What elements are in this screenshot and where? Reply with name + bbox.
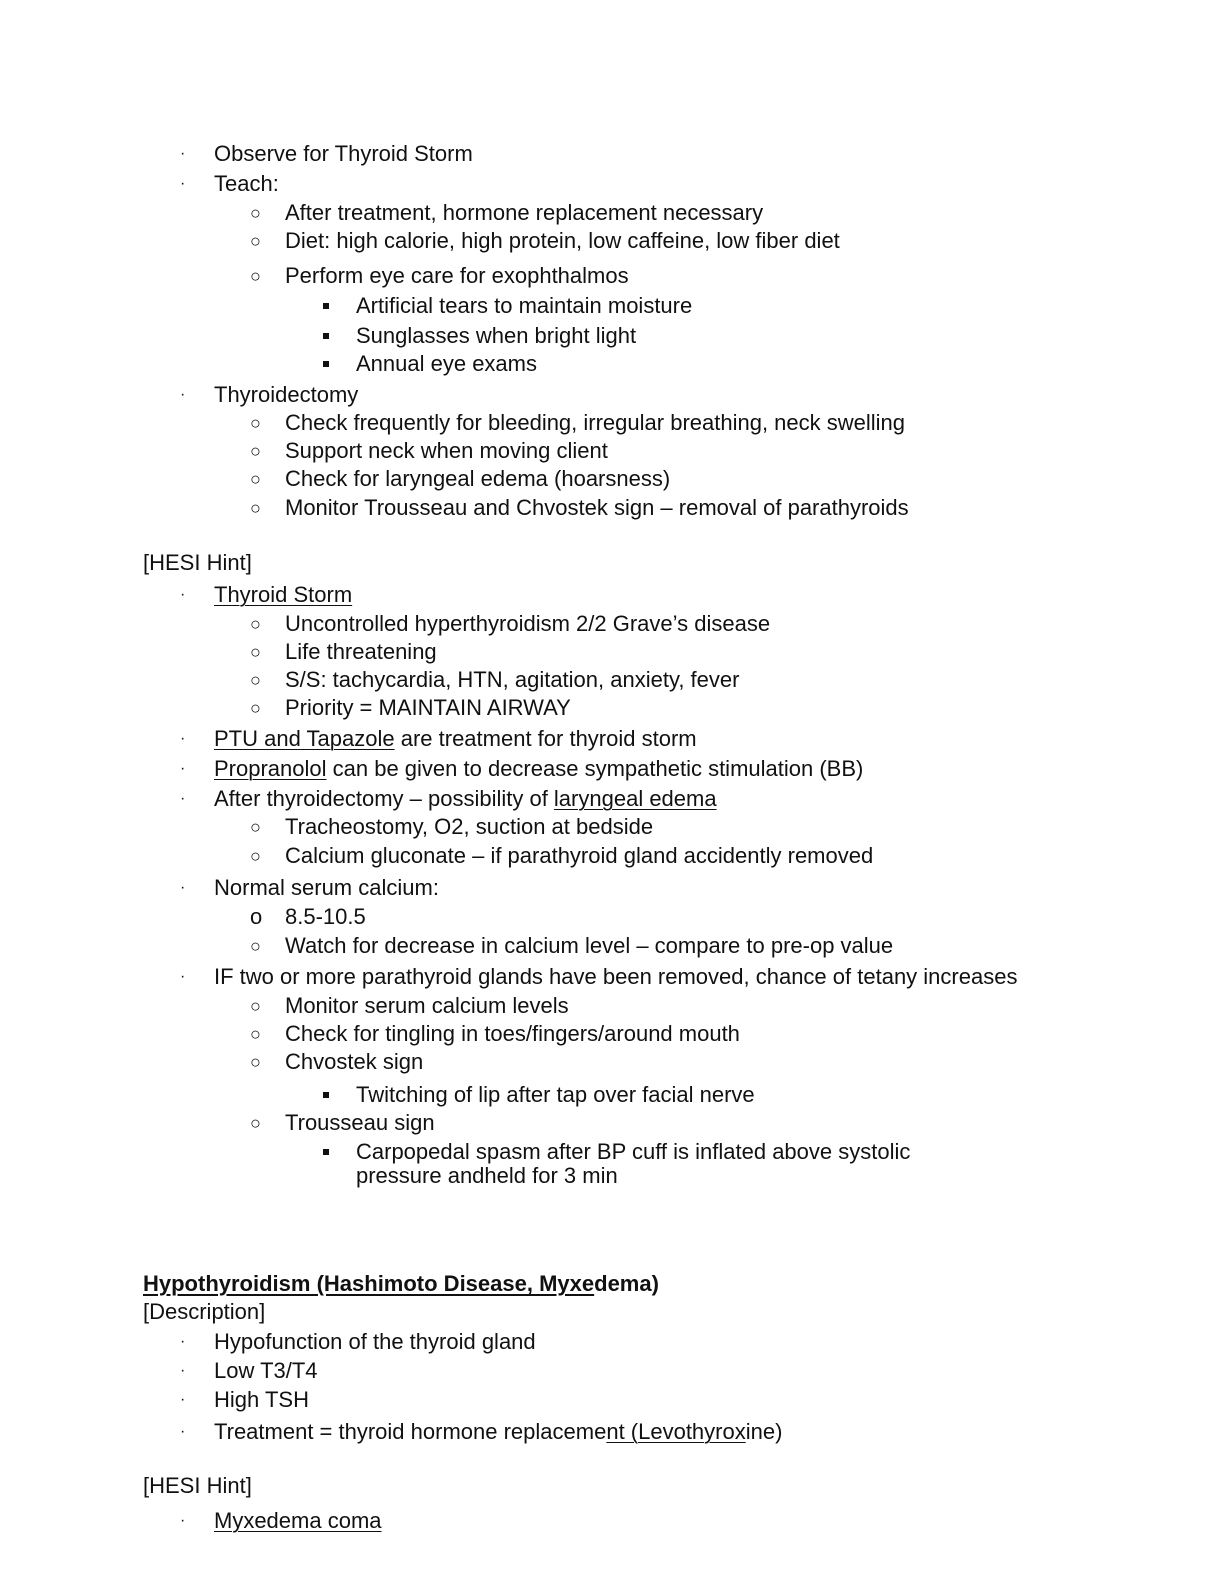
list-item bbox=[250, 1049, 424, 1075]
list-item bbox=[356, 293, 692, 319]
list-item bbox=[356, 323, 636, 349]
bullet-square bbox=[323, 333, 329, 339]
bullet-circle: ○ bbox=[250, 936, 261, 956]
item-text: Uncontrolled hyperthyroidism 2/2 Grave’s disease bbox=[285, 611, 771, 636]
item-text: IF two or more parathyroid glands have been removed, chance of tetany increases bbox=[214, 964, 1018, 989]
list-item bbox=[180, 1329, 536, 1355]
item-text: Twitching of lip after tap over facial nerve bbox=[356, 1082, 755, 1107]
list-item bbox=[180, 382, 359, 408]
item-text: S/S: tachycardia, HTN, agitation, anxiety, fever bbox=[285, 667, 740, 692]
item-text: Chvostek sign bbox=[285, 1049, 424, 1074]
list-item bbox=[356, 1139, 910, 1165]
list-item bbox=[180, 171, 279, 197]
section-label: [HESI Hint] bbox=[143, 1473, 252, 1498]
list-item bbox=[250, 843, 874, 869]
bullet-dot: · bbox=[180, 879, 186, 896]
list-item-continuation bbox=[356, 1163, 618, 1189]
bullet-square bbox=[323, 361, 329, 367]
item-text: Diet: high calorie, high protein, low caffeine, low fiber diet bbox=[285, 228, 840, 253]
list-item bbox=[180, 964, 1018, 990]
list-item bbox=[180, 1358, 318, 1384]
item-text: After treatment, hormone replacement necessary bbox=[285, 200, 764, 225]
item-text: After thyroidectomy – possibility of bbox=[214, 786, 554, 811]
item-text: pressure andheld for 3 min bbox=[356, 1163, 618, 1188]
item-text: Annual eye exams bbox=[356, 351, 537, 376]
bullet-circle: ○ bbox=[250, 266, 261, 286]
item-text: Priority = MAINTAIN AIRWAY bbox=[285, 695, 571, 720]
item-text: Hypofunction of the thyroid gland bbox=[214, 1329, 536, 1354]
bullet-square bbox=[323, 303, 329, 309]
section-heading bbox=[143, 1271, 659, 1297]
list-item bbox=[356, 351, 537, 377]
bullet-circle: ○ bbox=[250, 1024, 261, 1044]
bullet-dot: · bbox=[180, 790, 186, 807]
item-text: Low T3/T4 bbox=[214, 1358, 318, 1383]
list-item bbox=[250, 200, 764, 226]
bullet-dot: · bbox=[180, 145, 186, 162]
bullet-circle: ○ bbox=[250, 642, 261, 662]
bullet-circle: ○ bbox=[250, 498, 261, 518]
list-item bbox=[250, 1021, 740, 1047]
item-text: Check for laryngeal edema (hoarsness) bbox=[285, 466, 671, 491]
item-text: Sunglasses when bright light bbox=[356, 323, 637, 348]
list-item bbox=[180, 1387, 309, 1413]
bullet-circle: ○ bbox=[250, 413, 261, 433]
list-item bbox=[250, 667, 740, 693]
bullet-circle: ○ bbox=[250, 203, 261, 223]
heading-rest: dema) bbox=[594, 1271, 659, 1296]
item-text: are treatment for thyroid storm bbox=[394, 726, 697, 751]
list-item bbox=[180, 582, 353, 608]
item-text: 8.5-10.5 bbox=[285, 904, 366, 929]
bullet-square bbox=[323, 1092, 329, 1098]
item-text: can be given to decrease sympathetic stimulation (BB) bbox=[326, 756, 864, 781]
list-item bbox=[250, 695, 571, 721]
bullet-circle: ○ bbox=[250, 614, 261, 634]
list-item bbox=[180, 1419, 783, 1445]
item-text: Check frequently for bleeding, irregular breathing, neck swelling bbox=[285, 410, 906, 435]
bullet-dot: · bbox=[180, 1362, 186, 1379]
list-item bbox=[250, 410, 906, 436]
bullet-dot: · bbox=[180, 175, 186, 192]
item-text-underlined: laryngeal edema bbox=[553, 786, 717, 811]
bullet-o: o bbox=[250, 904, 263, 929]
item-text: Thyroidectomy bbox=[214, 382, 359, 407]
bullet-circle: ○ bbox=[250, 670, 261, 690]
bullet-dot: · bbox=[180, 760, 186, 777]
list-item bbox=[250, 466, 671, 492]
bullet-dot: · bbox=[180, 1333, 186, 1350]
item-text: Treatment = thyroid hormone replaceme bbox=[214, 1419, 607, 1444]
item-text-underlined: nt (Levothyrox bbox=[606, 1419, 746, 1444]
bullet-dot: · bbox=[180, 586, 186, 603]
bullet-circle: ○ bbox=[250, 441, 261, 461]
list-item bbox=[250, 1110, 435, 1136]
item-text: Trousseau sign bbox=[285, 1110, 435, 1135]
bullet-dot: · bbox=[180, 1512, 186, 1529]
item-text: Monitor serum calcium levels bbox=[285, 993, 569, 1018]
item-text: Artificial tears to maintain moisture bbox=[356, 293, 693, 318]
item-text: Calcium gluconate – if parathyroid gland accidently removed bbox=[285, 843, 874, 868]
bullet-circle: ○ bbox=[250, 1113, 261, 1133]
bullet-circle: ○ bbox=[250, 698, 261, 718]
list-item bbox=[250, 228, 840, 254]
list-item bbox=[180, 141, 473, 167]
bullet-dot: · bbox=[180, 1423, 186, 1440]
list-item bbox=[250, 904, 366, 930]
list-item bbox=[180, 726, 697, 752]
list-item bbox=[250, 495, 909, 521]
list-item bbox=[250, 993, 569, 1019]
item-text: Observe for Thyroid Storm bbox=[214, 141, 473, 166]
list-item bbox=[180, 756, 864, 782]
item-text-underlined: Thyroid Storm bbox=[214, 582, 353, 607]
section-label: [HESI Hint] bbox=[143, 550, 252, 575]
item-text: Carpopedal spasm after BP cuff is inflated above systolic bbox=[356, 1139, 911, 1164]
bullet-circle: ○ bbox=[250, 1052, 261, 1072]
list-item bbox=[180, 1508, 382, 1534]
item-text-underlined: Myxedema coma bbox=[214, 1508, 382, 1533]
bullet-dot: · bbox=[180, 730, 186, 747]
list-item bbox=[250, 814, 654, 840]
item-text: Watch for decrease in calcium level – compare to pre-op value bbox=[285, 933, 894, 958]
item-text: Tracheostomy, O2, suction at bedside bbox=[285, 814, 654, 839]
bullet-circle: ○ bbox=[250, 469, 261, 489]
item-text: Support neck when moving client bbox=[285, 438, 608, 463]
bullet-circle: ○ bbox=[250, 846, 261, 866]
bullet-dot: · bbox=[180, 968, 186, 985]
item-text: Normal serum calcium: bbox=[214, 875, 439, 900]
list-item bbox=[180, 875, 439, 901]
item-text: Monitor Trousseau and Chvostek sign – removal of parathyroids bbox=[285, 495, 909, 520]
bullet-circle: ○ bbox=[250, 231, 261, 251]
list-item bbox=[356, 1082, 755, 1108]
bullet-square bbox=[323, 1149, 329, 1155]
item-text: Life threatening bbox=[285, 639, 437, 664]
list-item bbox=[180, 786, 717, 812]
item-text: ine) bbox=[745, 1419, 783, 1444]
bullet-circle: ○ bbox=[250, 817, 261, 837]
list-item bbox=[250, 639, 437, 665]
heading-underlined: Hypothyroidism (Hashimoto Disease, Myxe bbox=[143, 1271, 595, 1296]
section-label: [Description] bbox=[143, 1299, 266, 1324]
item-text: Check for tingling in toes/fingers/around mouth bbox=[285, 1021, 740, 1046]
list-item bbox=[250, 263, 629, 289]
item-text: Perform eye care for exophthalmos bbox=[285, 263, 629, 288]
list-item bbox=[250, 933, 894, 959]
item-text-underlined: PTU and Tapazole bbox=[214, 726, 395, 751]
item-text-underlined: Propranolol bbox=[214, 756, 327, 781]
list-item bbox=[250, 611, 771, 637]
item-text: Teach: bbox=[214, 171, 279, 196]
item-text: High TSH bbox=[214, 1387, 309, 1412]
bullet-dot: · bbox=[180, 1391, 186, 1408]
bullet-circle: ○ bbox=[250, 996, 261, 1016]
bullet-dot: · bbox=[180, 386, 186, 403]
list-item bbox=[250, 438, 608, 464]
